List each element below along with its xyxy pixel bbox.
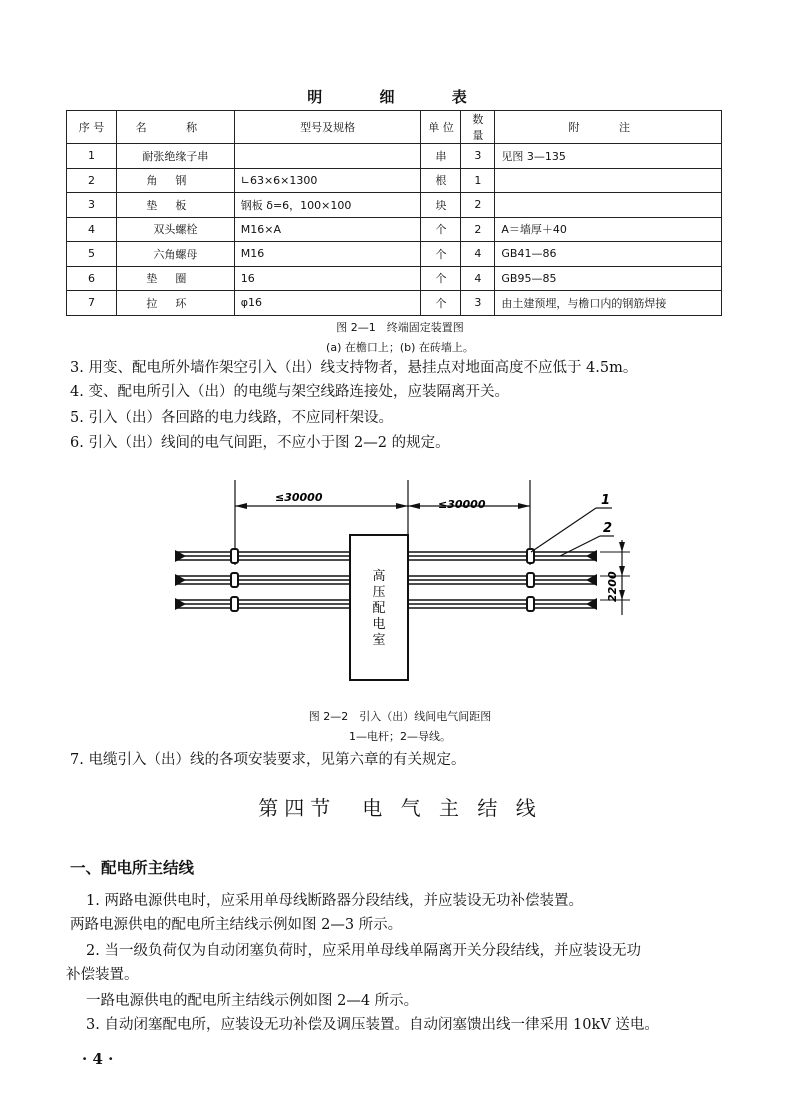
- paragraph-7: 7. 电缆引入（出）线的各项安装要求，见第六章的有关规定。: [70, 752, 466, 768]
- room-label-char: 室: [372, 633, 386, 648]
- arrow-icon: [408, 503, 420, 509]
- body-paragraph-2: 2. 当一级负荷仅为自动闭塞负荷时，应采用单母线单隔离开关分段结线，并应装设无功: [86, 943, 641, 959]
- leader-1: [531, 508, 596, 552]
- cell-no: 1: [67, 144, 117, 169]
- header-no: 序 号: [67, 111, 117, 144]
- page-number: · 4 ·: [82, 1050, 114, 1068]
- body-paragraph-3: 3. 自动闭塞配电所，应装设无功补偿及调压装置。自动闭塞馈出线一律采用 10kV 送电。: [86, 1017, 659, 1033]
- cell-no: 5: [67, 242, 117, 267]
- cell-note: [495, 193, 722, 218]
- paragraph-6: 6. 引入（出）线间的电气间距，不应小于图 2—2 的规定。: [70, 435, 450, 451]
- cell-note: 见图 3—135: [495, 144, 722, 169]
- body-paragraph-1: 1. 两路电源供电时，应采用单母线断路器分段结线，并应装设无功补偿装置。: [86, 893, 583, 909]
- cell-qty: 4: [461, 266, 495, 291]
- table-row: [67, 217, 722, 242]
- room-label-char: 压: [372, 585, 386, 600]
- cell-note: A＝墙厚＋40: [495, 217, 722, 242]
- arrow-icon: [619, 542, 625, 552]
- figure2-subcaption: 1—电杆；2—导线。: [349, 730, 451, 743]
- room-label-char: 电: [372, 617, 386, 632]
- arrow-icon: [396, 503, 408, 509]
- arrow-icon: [619, 566, 625, 576]
- cell-name: 六角螺母: [116, 242, 234, 267]
- cell-spec: [234, 144, 421, 169]
- subsection-title: 一、配电所主结线: [70, 859, 195, 877]
- cell-name: 双头螺栓: [116, 217, 234, 242]
- cell-unit: 个: [421, 242, 461, 267]
- label-2: 2: [603, 521, 613, 536]
- cell-unit: 块: [421, 193, 461, 218]
- cell-unit: 个: [421, 266, 461, 291]
- cell-note: GB41—86: [495, 242, 722, 267]
- header-name: 名 称: [116, 111, 234, 144]
- table-header-row: [67, 111, 722, 144]
- arrow-icon: [235, 503, 247, 509]
- cell-no: 4: [67, 217, 117, 242]
- cell-qty: 3: [461, 144, 495, 169]
- figure1-subcaption: (a) 在檐口上；(b) 在砖墙上。: [326, 341, 474, 354]
- body-paragraph-1-example: 两路电源供电的配电所主结线示例如图 2—3 所示。: [70, 917, 403, 933]
- cell-no: 6: [67, 266, 117, 291]
- table-title: 明 细 表: [307, 88, 493, 106]
- cell-unit: 个: [421, 291, 461, 316]
- body-paragraph-2-cont: 补偿装置。: [66, 967, 139, 983]
- cell-spec: 钢板 δ=6，100×100: [234, 193, 421, 218]
- cell-name: 垫板: [116, 193, 234, 218]
- room-label-char: 配: [372, 601, 386, 616]
- cell-unit: 个: [421, 217, 461, 242]
- dim-left-label: ≤30000: [275, 491, 323, 504]
- header-qty: 数 量: [461, 111, 495, 144]
- cell-qty: 3: [461, 291, 495, 316]
- label-1: 1: [601, 493, 611, 508]
- conductors-right: [408, 552, 597, 608]
- cell-note: 由土建预埋，与檐口内的钢筋焊接: [495, 291, 722, 316]
- cell-spec: 16: [234, 266, 421, 291]
- room-label-char: 高: [372, 569, 386, 584]
- detail-table: [66, 110, 722, 316]
- cell-qty: 1: [461, 168, 495, 193]
- header-note: 附 注: [495, 111, 722, 144]
- table-row: [67, 193, 722, 218]
- cell-qty: 2: [461, 217, 495, 242]
- paragraph-4: 4. 变、配电所引入（出）的电缆与架空线路连接处，应装隔离开关。: [70, 384, 509, 400]
- conductors-left: [175, 552, 350, 608]
- table-row: [67, 242, 722, 267]
- body-paragraph-2-example: 一路电源供电的配电所主结线示例如图 2—4 所示。: [86, 993, 419, 1009]
- paragraph-5: 5. 引入（出）各回路的电力线路，不应同杆架设。: [70, 410, 393, 426]
- cell-note: [495, 168, 722, 193]
- figure2-caption: 图 2—2 引入（出）线间电气间距图: [308, 710, 492, 723]
- cell-name: 耐张绝缘子串: [116, 144, 234, 169]
- cell-no: 7: [67, 291, 117, 316]
- dim-right-label: ≤30000: [438, 498, 486, 511]
- section-title: 第四节 电 气 主 结 线: [258, 796, 542, 820]
- cell-spec: ∟63×6×1300: [234, 168, 421, 193]
- table-row: [67, 291, 722, 316]
- dim-vertical-label: 2200: [606, 571, 619, 602]
- cell-no: 2: [67, 168, 117, 193]
- arrow-icon: [518, 503, 530, 509]
- cell-name: 垫圈: [116, 266, 234, 291]
- room-label: [372, 568, 385, 648]
- cell-note: GB95—85: [495, 266, 722, 291]
- table-row: [67, 168, 722, 193]
- cell-spec: M16: [234, 242, 421, 267]
- table-row: [67, 266, 722, 291]
- cell-name: 角钢: [116, 168, 234, 193]
- cell-spec: φ16: [234, 291, 421, 316]
- cell-qty: 4: [461, 242, 495, 267]
- cell-spec: M16×A: [234, 217, 421, 242]
- paragraph-3: 3. 用变、配电所外墙作架空引入（出）线支持物者，悬挂点对地面高度不应低于 4.5m。: [70, 360, 638, 376]
- figure1-caption: 图 2—1 终端固定装置图: [336, 321, 464, 334]
- cell-name: 拉环: [116, 291, 234, 316]
- table-row: [67, 144, 722, 169]
- header-unit: 单 位: [421, 111, 461, 144]
- cell-no: 3: [67, 193, 117, 218]
- header-spec: 型号及规格: [234, 111, 421, 144]
- arrow-icon: [619, 590, 625, 600]
- figure2-diagram: [0, 470, 800, 700]
- cell-unit: 串: [421, 144, 461, 169]
- cell-qty: 2: [461, 193, 495, 218]
- cell-unit: 根: [421, 168, 461, 193]
